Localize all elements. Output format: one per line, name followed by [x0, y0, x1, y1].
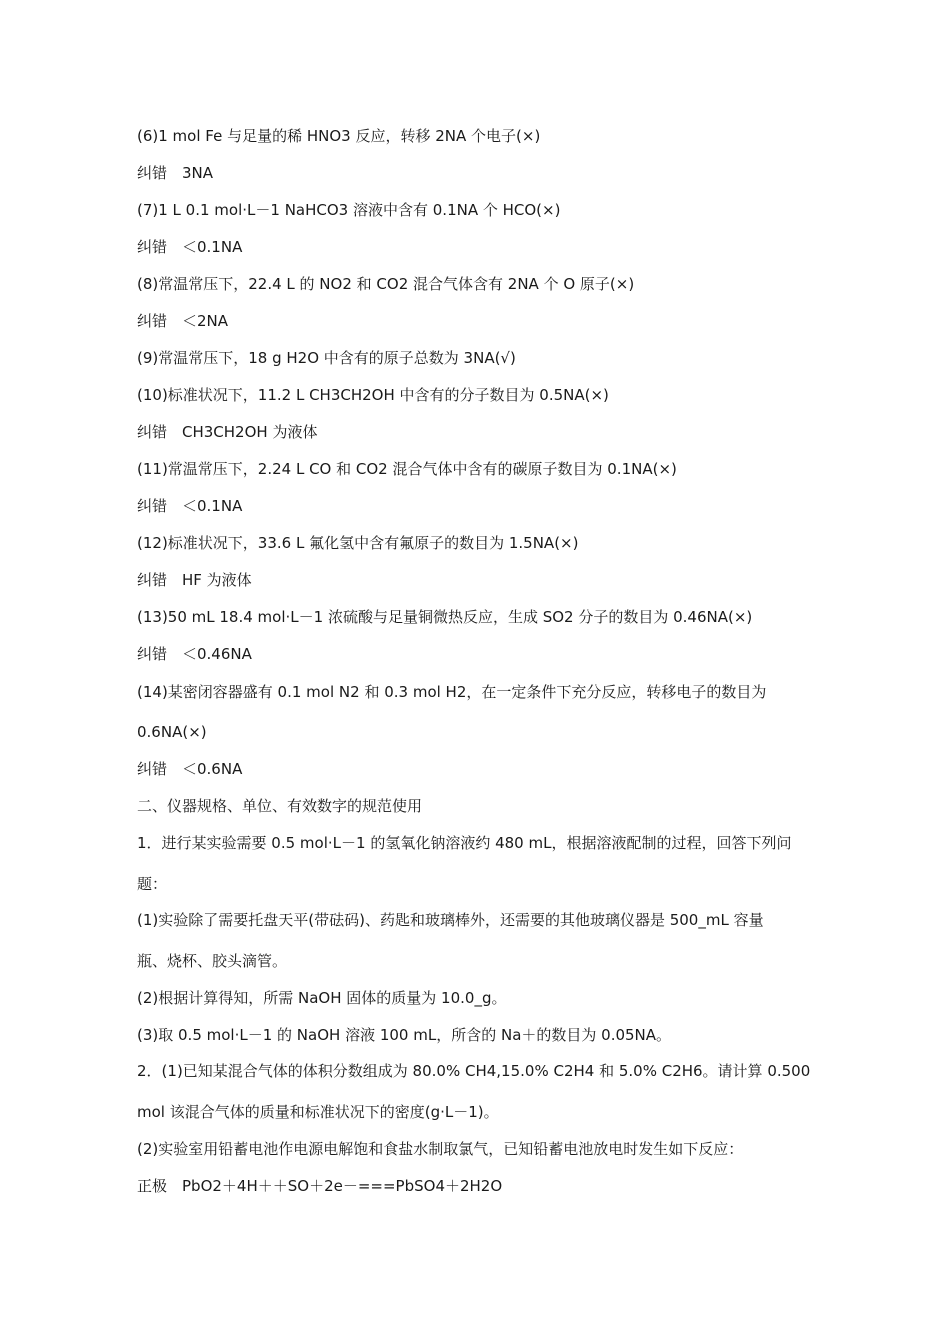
- text-line: 2．(1)已知某混合气体的体积分数组成为 80.0% CH4,15.0% C2H4 和 5.0% C2H6。请计算 0.500: [137, 1062, 811, 1080]
- text-line: (13)50 mL 18.4 mol·L－1 浓硫酸与足量铜微热反应，生成 SO2 分子的数目为 0.46NA(×): [137, 608, 753, 626]
- text-line: 纠错 HF 为液体: [137, 571, 252, 589]
- text-line: (10)标准状况下，11.2 L CH3CH2OH 中含有的分子数目为 0.5NA(×): [137, 386, 609, 404]
- text-line: 题：: [137, 875, 168, 893]
- text-line: (11)常温常压下，2.24 L CO 和 CO2 混合气体中含有的碳原子数目为 0.1NA(×): [137, 460, 677, 478]
- text-line: (1)实验除了需要托盘天平(带砝码)、药匙和玻璃棒外，还需要的其他玻璃仪器是 500_mL 容量: [137, 911, 764, 929]
- text-line: (2)实验室用铅蓄电池作电源电解饱和食盐水制取氯气，已知铅蓄电池放电时发生如下反应：: [137, 1140, 744, 1158]
- text-line: mol 该混合气体的质量和标准状况下的密度(g·L－1)。: [137, 1103, 499, 1121]
- text-line: (6)1 mol Fe 与足量的稀 HNO3 反应，转移 2NA 个电子(×): [137, 127, 541, 145]
- text-line: (8)常温常压下，22.4 L 的 NO2 和 CO2 混合气体含有 2NA 个 O 原子(×): [137, 275, 635, 293]
- text-line: (3)取 0.5 mol·L－1 的 NaOH 溶液 100 mL，所含的 Na＋的数目为 0.05NA。: [137, 1026, 672, 1044]
- text-line: 纠错 ＜2NA: [137, 312, 229, 330]
- text-line: (14)某密闭容器盛有 0.1 mol N2 和 0.3 mol H2，在一定条件下充分反应，转移电子的数目为: [137, 683, 767, 701]
- text-line: 瓶、烧杯、胶头滴管。: [137, 952, 288, 970]
- text-line: 纠错 3NA: [137, 164, 214, 182]
- text-line: 纠错 ＜0.1NA: [137, 238, 243, 256]
- text-line: (9)常温常压下，18 g H2O 中含有的原子总数为 3NA(√): [137, 349, 516, 367]
- text-line: (2)根据计算得知，所需 NaOH 固体的质量为 10.0_g。: [137, 989, 507, 1007]
- text-line: 纠错 ＜0.46NA: [137, 645, 252, 663]
- text-line: 0.6NA(×): [137, 723, 207, 741]
- text-line: 正极 PbO2＋4H＋＋SO＋2e－===PbSO4＋2H2O: [137, 1177, 503, 1195]
- text-line: 1．进行某实验需要 0.5 mol·L－1 的氢氧化钠溶液约 480 mL，根据溶液配制的过程，回答下列问: [137, 834, 792, 852]
- text-line: (12)标准状况下，33.6 L 氟化氢中含有氟原子的数目为 1.5NA(×): [137, 534, 579, 552]
- text-line: 纠错 ＜0.6NA: [137, 760, 243, 778]
- text-line: (7)1 L 0.1 mol·L－1 NaHCO3 溶液中含有 0.1NA 个 HCO(×): [137, 201, 561, 219]
- section-heading: 二、仪器规格、单位、有效数字的规范使用: [137, 797, 423, 815]
- text-line: 纠错 ＜0.1NA: [137, 497, 243, 515]
- text-line: 纠错 CH3CH2OH 为液体: [137, 423, 318, 441]
